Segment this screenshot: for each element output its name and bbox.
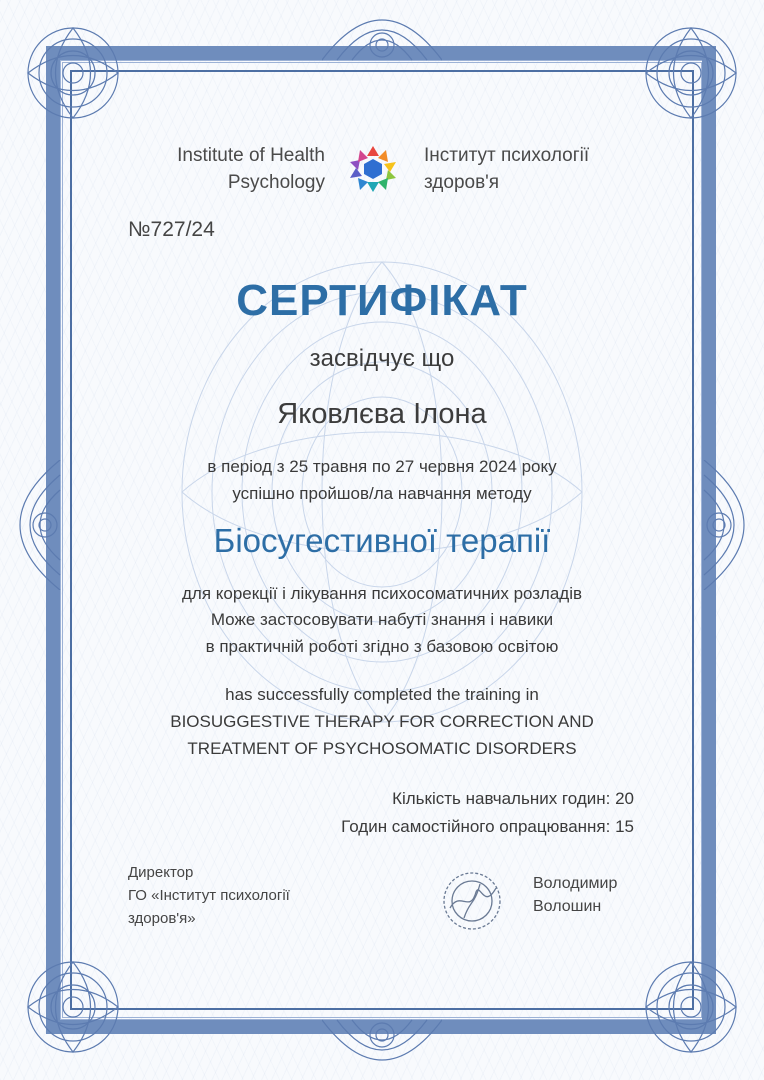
institute-name-en-line1: Institute of Health — [177, 145, 325, 166]
edge-ornament-top — [322, 0, 442, 80]
institute-name-en — [110, 142, 325, 196]
corner-ornament-bottom-left — [18, 952, 128, 1062]
director-role-line3: здоров'я» — [128, 910, 196, 927]
training-hours: Кількість навчальних годин: 20 — [392, 789, 634, 808]
signature-stamp — [440, 870, 504, 932]
purpose-line-2: Може застосовувати набуті знання і навики — [210, 610, 554, 629]
purpose-line-1: для корекції і лікування психосоматичних розладів — [181, 584, 583, 603]
certificate-number: №727/24 — [128, 218, 215, 241]
method-name: Біосугестивної терапії — [213, 522, 551, 559]
signer-first-name: Володимир — [533, 875, 618, 892]
institute-logo-icon — [346, 144, 400, 194]
completed-line: успішно пройшов/ла навчання методу — [232, 484, 532, 503]
certificate-subtitle: засвідчує що — [309, 345, 455, 372]
corner-ornament-top-left — [18, 18, 128, 128]
recipient-name: Яковлєва Ілона — [277, 398, 487, 430]
institute-name-ua — [424, 142, 664, 196]
institute-name-en-line2: Psychology — [227, 172, 325, 193]
director-title — [128, 861, 290, 930]
institute-name-ua-line2: здоров'я — [424, 172, 500, 193]
period-line: в період з 25 травня по 27 червня 2024 року — [207, 457, 557, 476]
director-role-line2: ГО «Інститут психології — [128, 887, 290, 904]
institute-name-ua-line1: Інститут психології — [424, 145, 590, 166]
edge-ornament-bottom — [322, 1000, 442, 1080]
self-study-hours: Годин самостійного опрацювання: 15 — [341, 817, 634, 836]
english-line-3: TREATMENT OF PSYCHOSOMATIC DISORDERS — [187, 739, 577, 758]
english-line-1: has successfully completed the training in — [225, 685, 539, 704]
signer-name — [533, 872, 617, 918]
signer-last-name: Волошин — [533, 898, 602, 915]
purpose-line-3: в практичній роботі згідно з базовою освітою — [205, 637, 559, 656]
english-line-2: BIOSUGGESTIVE THERAPY FOR CORRECTION AND — [170, 712, 594, 731]
director-role-line1: Директор — [128, 864, 194, 881]
corner-ornament-bottom-right — [636, 952, 746, 1062]
corner-ornament-top-right — [636, 18, 746, 128]
certificate-title: СЕРТИФІКАТ — [236, 276, 528, 325]
